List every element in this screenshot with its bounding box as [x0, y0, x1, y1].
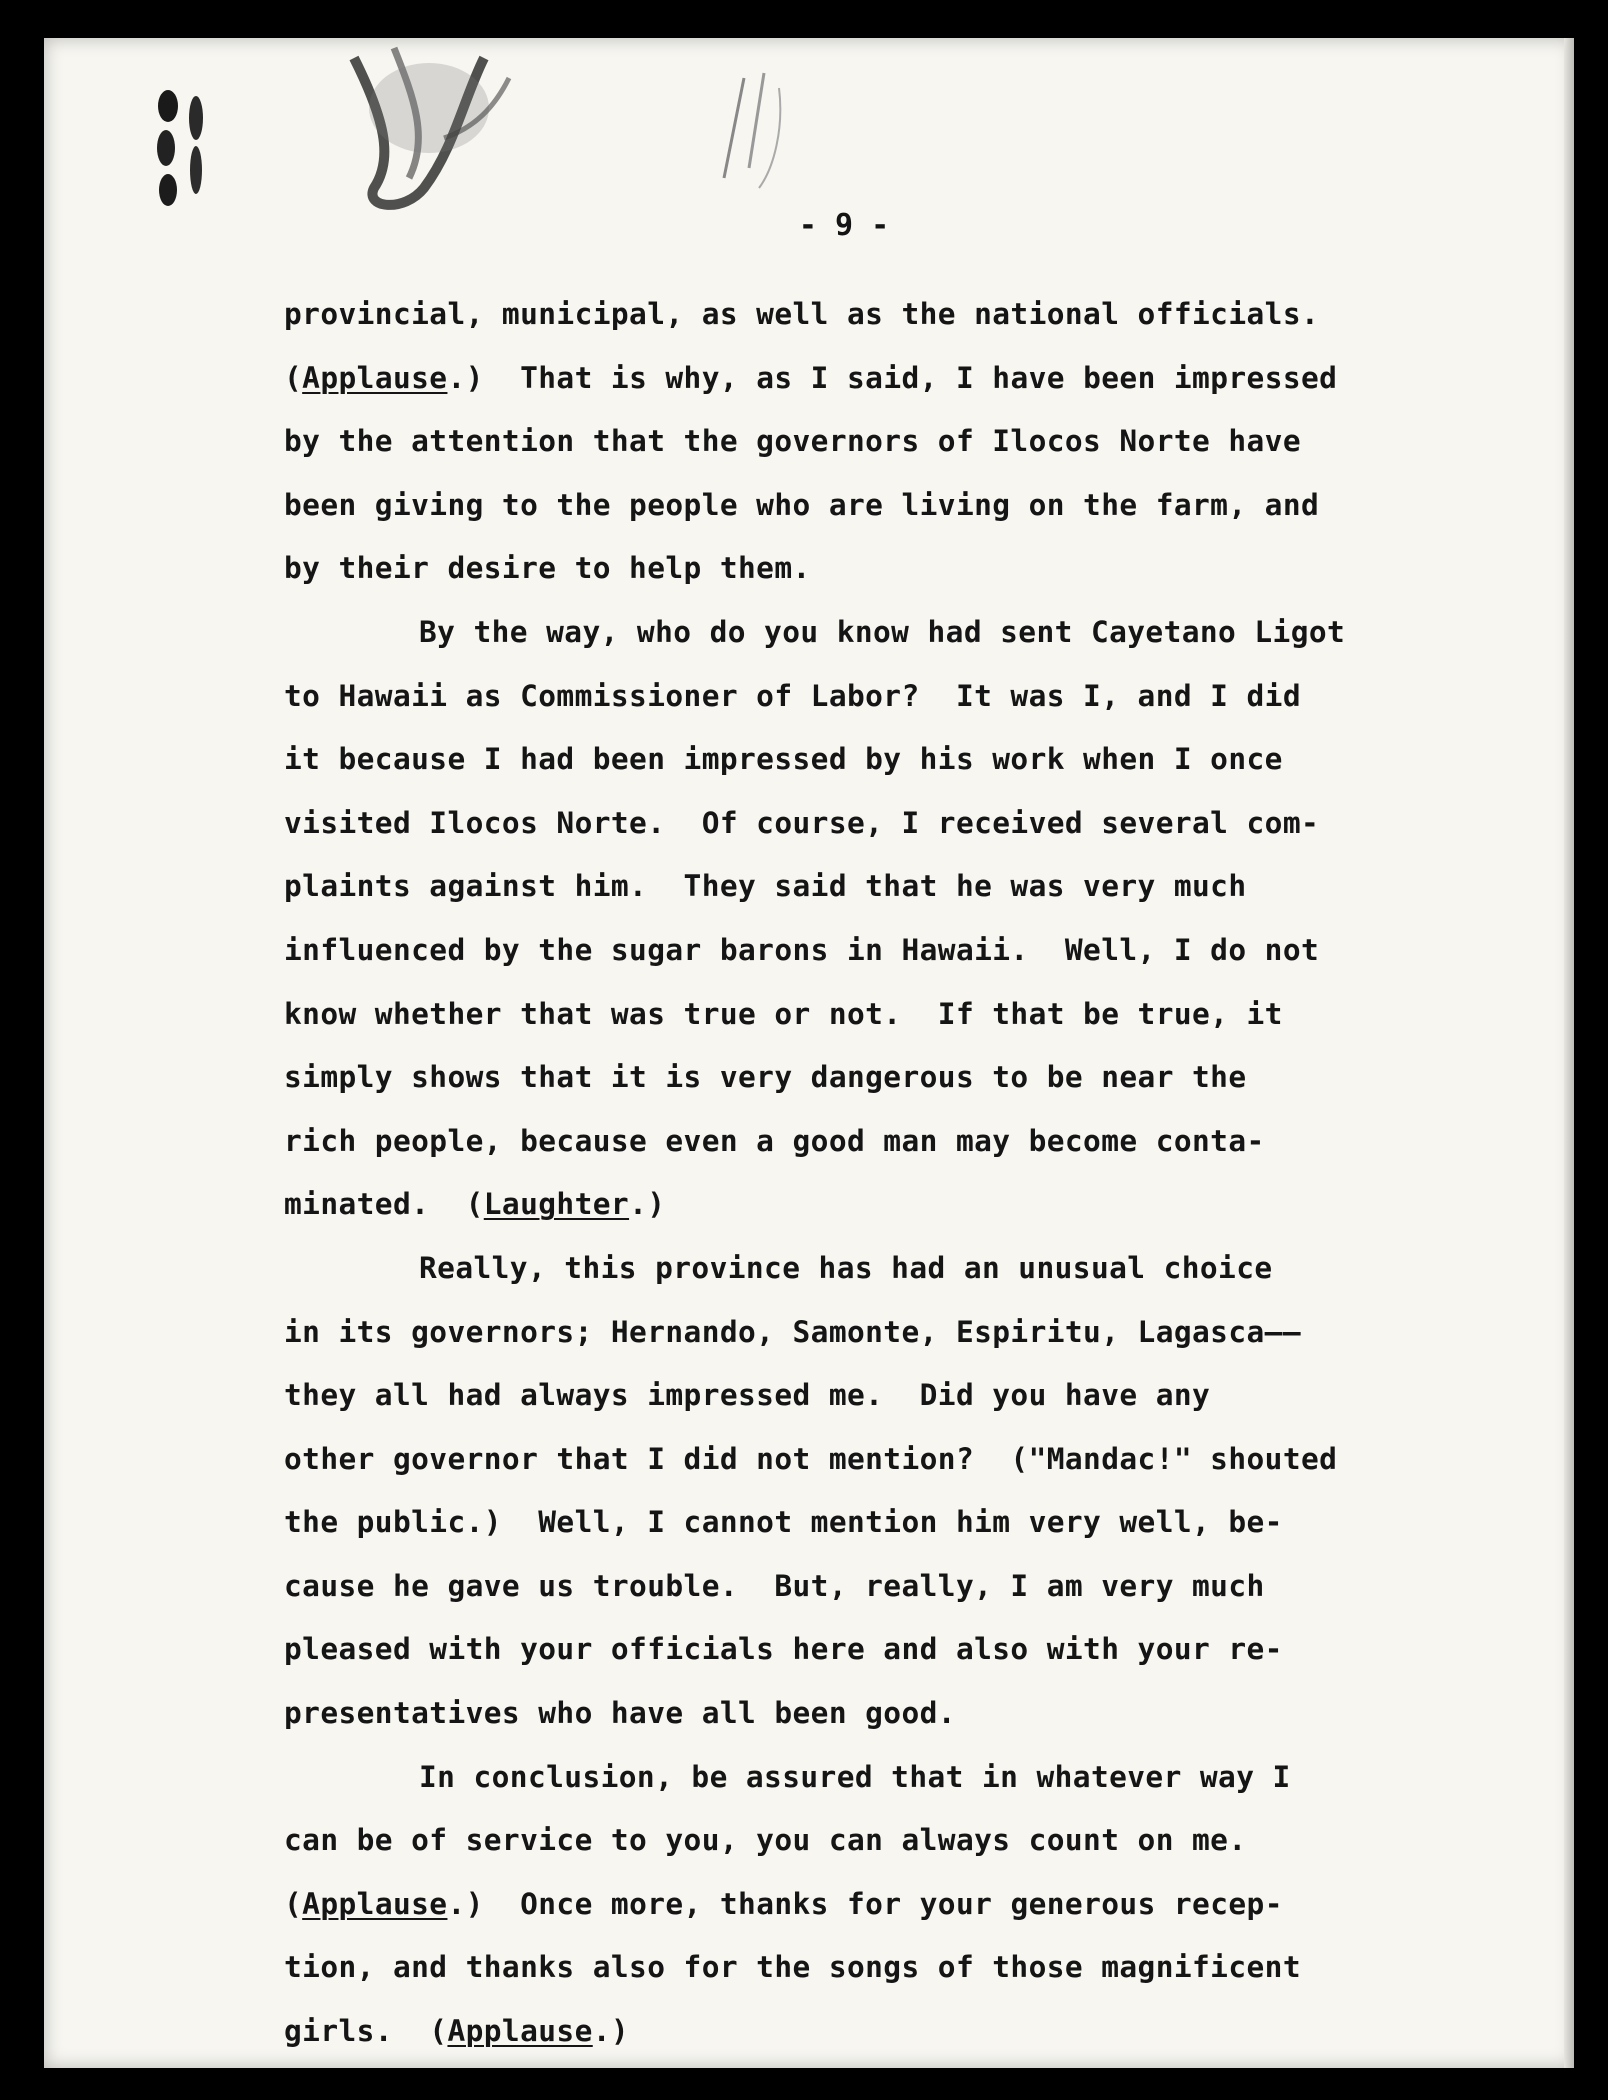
- text-line: [284, 665, 1464, 729]
- text-line: [284, 347, 1464, 411]
- text-segment: it because I had been impressed by his work when I once: [284, 742, 1283, 777]
- text-segment: (: [284, 1886, 303, 1921]
- pencil-scribble: [704, 58, 824, 208]
- text-line: [284, 1809, 1464, 1873]
- text-line: [284, 855, 1464, 919]
- text-line: [284, 1110, 1464, 1174]
- text-segment: In conclusion, be assured that in whatever way I: [419, 1759, 1291, 1794]
- text-segment: by the attention that the governors of Ilocos Norte have: [284, 424, 1301, 459]
- text-line: [284, 474, 1464, 538]
- text-line: [284, 728, 1464, 792]
- paper-clip-stain: [334, 38, 524, 218]
- text-line: [284, 1618, 1464, 1682]
- text-line: [284, 1301, 1464, 1365]
- text-line: [284, 1555, 1464, 1619]
- text-line: [284, 1364, 1464, 1428]
- text-segment: (: [284, 360, 303, 395]
- text-line: [284, 2000, 1464, 2064]
- text-line: [284, 1173, 1464, 1237]
- text-segment: By the way, who do you know had sent Cayetano Ligot: [419, 614, 1346, 649]
- text-segment: to Hawaii as Commissioner of Labor? It was I, and I did: [284, 678, 1301, 713]
- document-page: [44, 38, 1574, 2068]
- text-segment: rich people, because even a good man may become conta-: [284, 1123, 1265, 1158]
- text-line: [284, 1682, 1464, 1746]
- text-line: [284, 537, 1464, 601]
- page-number: - 9 -: [798, 208, 890, 243]
- text-segment: .): [629, 1187, 666, 1222]
- text-segment: know whether that was true or not. If that be true, it: [284, 996, 1283, 1031]
- stage-direction: Applause: [302, 1886, 448, 1921]
- text-segment: girls. (: [284, 2014, 448, 2049]
- text-segment: simply shows that it is very dangerous to be near the: [284, 1060, 1247, 1095]
- text-segment: visited Ilocos Norte. Of course, I received several com-: [284, 805, 1320, 840]
- text-line: [284, 1746, 1464, 1810]
- text-segment: been giving to the people who are living on the farm, and: [284, 487, 1320, 522]
- text-segment: .): [592, 2014, 630, 2049]
- text-segment: other governor that I did not mention? ("Mandac!" shouted: [284, 1441, 1338, 1476]
- text-segment: by their desire to help them.: [284, 551, 811, 586]
- text-segment: the public.) Well, I cannot mention him very well, be-: [284, 1505, 1283, 1540]
- text-line: [284, 1237, 1464, 1301]
- binding-hole-marks: [144, 78, 224, 228]
- text-line: [284, 601, 1464, 665]
- text-segment: plaints against him. They said that he was very much: [284, 869, 1247, 904]
- text-line: [284, 1428, 1464, 1492]
- text-segment: .) Once more, thanks for your generous recep-: [447, 1886, 1283, 1921]
- text-line: [284, 410, 1464, 474]
- stage-direction: Applause: [302, 360, 448, 395]
- text-line: [284, 792, 1464, 856]
- text-segment: pleased with your officials here and also with your re-: [284, 1632, 1283, 1667]
- text-segment: Really, this province has had an unusual choice: [419, 1250, 1273, 1285]
- text-line: [284, 1873, 1464, 1937]
- text-segment: in its governors; Hernando, Samonte, Espiritu, Lagasca——: [284, 1314, 1301, 1349]
- text-segment: can be of service to you, you can always count on me.: [284, 1823, 1247, 1858]
- stage-direction: Applause: [447, 2014, 593, 2049]
- page-edge-shadow: [1564, 38, 1574, 2068]
- text-line: [284, 1046, 1464, 1110]
- text-segment: provincial, municipal, as well as the national officials.: [284, 297, 1320, 331]
- text-line: [284, 1936, 1464, 2000]
- text-segment: minated. (: [284, 1187, 484, 1222]
- text-segment: cause he gave us trouble. But, really, I am very much: [284, 1568, 1265, 1603]
- text-line: [284, 1491, 1464, 1555]
- text-segment: tion, and thanks also for the songs of those magnificent: [284, 1950, 1301, 1985]
- text-segment: .) That is why, as I said, I have been impressed: [447, 360, 1338, 395]
- body-text: [284, 283, 1464, 2064]
- text-segment: presentatives who have all been good.: [284, 1696, 956, 1731]
- text-line: [284, 283, 1464, 347]
- text-line: [284, 919, 1464, 983]
- text-segment: influenced by the sugar barons in Hawaii. Well, I do not: [284, 932, 1320, 967]
- stage-direction: Laughter: [483, 1187, 630, 1222]
- text-segment: they all had always impressed me. Did you have any: [284, 1378, 1211, 1413]
- text-line: [284, 983, 1464, 1047]
